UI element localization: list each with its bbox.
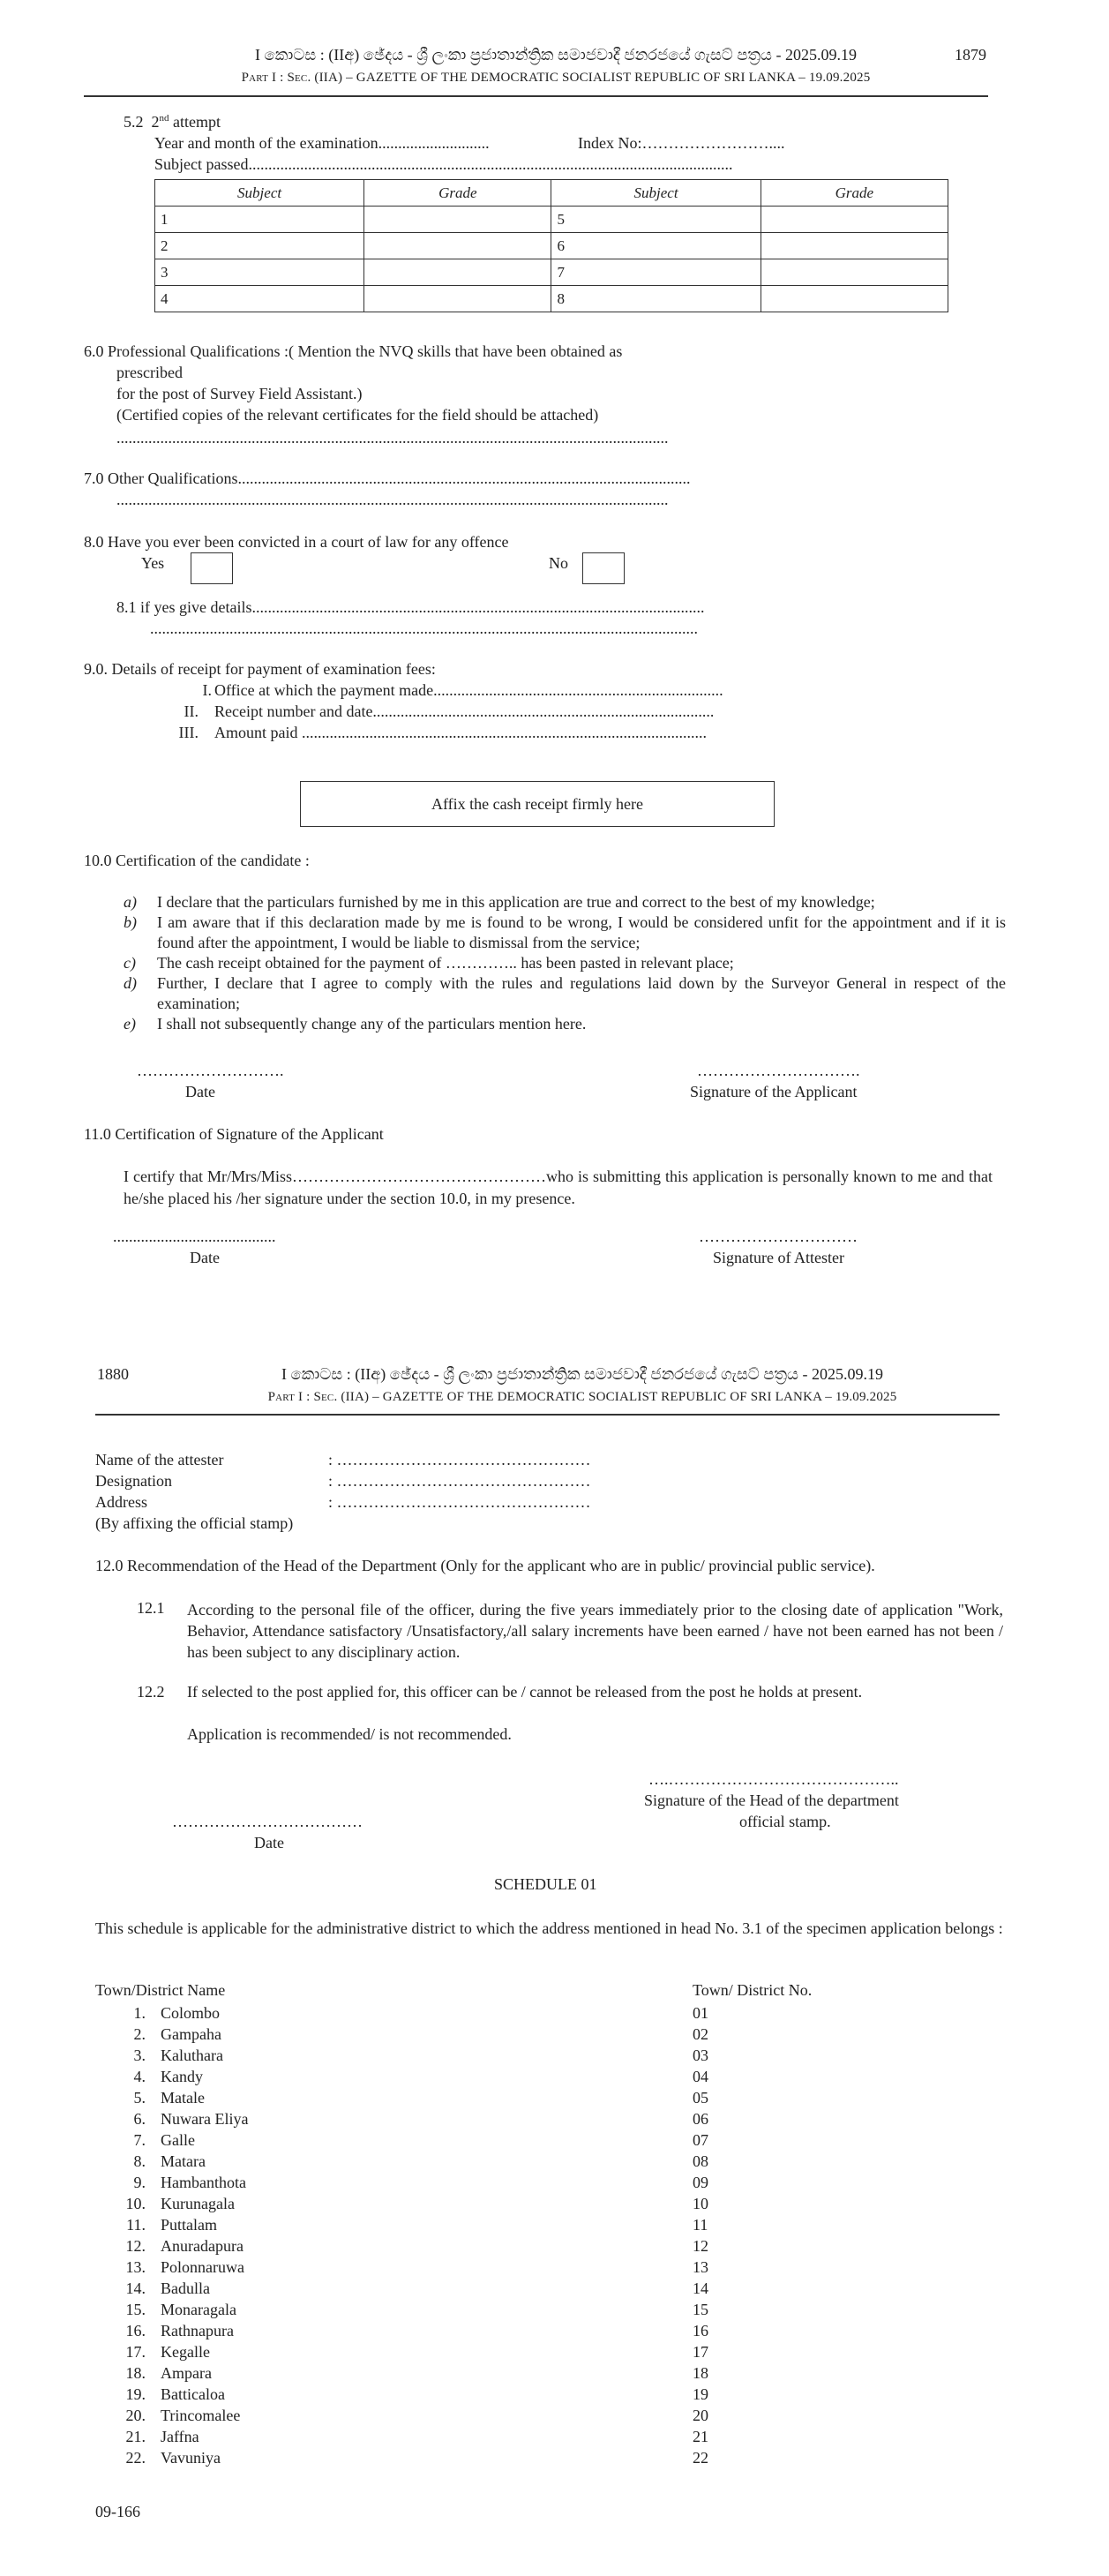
district-index: 13. bbox=[125, 2258, 146, 2276]
schedule-col-number: Town/ District No. bbox=[693, 1981, 813, 1999]
district-index: 12. bbox=[125, 2237, 146, 2255]
head-date-field[interactable]: ……………………………… bbox=[172, 1813, 363, 1830]
district-name: Nuwara Eliya bbox=[161, 2110, 249, 2128]
list-item: d) Further, I declare that I agree to comply with the rules and regulations laid down by the Surveyor General in respect of the examination; bbox=[124, 974, 1006, 1012]
attester-certification-text: I certify that Mr/Mrs/Miss…………………………………………who is submitting this application is personally known to me and that he/she placed his /her signature under the section 10.0, in my presence. bbox=[124, 1168, 993, 1207]
official-stamp-label: official stamp. bbox=[739, 1813, 831, 1830]
table-row bbox=[97, 2214, 891, 2235]
item-number: II. bbox=[184, 702, 199, 720]
other-qualifications-field-2[interactable]: ........................................................................................................................................... bbox=[116, 491, 669, 508]
table-row bbox=[97, 2278, 891, 2299]
district-name: Badulla bbox=[161, 2279, 210, 2297]
address-label: Address bbox=[95, 1493, 147, 1511]
section-10-0-title: 10.0 Certification of the candidate : bbox=[84, 852, 310, 869]
subject-passed-field[interactable]: Subject passed.......................................................................................................................... bbox=[154, 155, 733, 173]
page-header-sinhala: I කොටස : (IIඅ) ඡේදය - ශ්‍රී ලංකා ප්‍රජාතාන්ත්‍රික සමාජවාදී ජනරජයේ ගැසට් පත්‍රය - 2025.09.19 bbox=[255, 46, 857, 64]
district-index: 22. bbox=[125, 2449, 146, 2467]
district-index: 16. bbox=[125, 2322, 146, 2339]
table-row bbox=[97, 2426, 891, 2447]
attester-date-field[interactable]: ......................................... bbox=[113, 1228, 276, 1245]
district-name: Vavuniya bbox=[161, 2449, 221, 2467]
district-name: Trincomalee bbox=[161, 2407, 241, 2424]
table-header: Subject bbox=[551, 180, 761, 207]
district-code: 20 bbox=[693, 2407, 708, 2424]
no-label: No bbox=[549, 554, 568, 572]
district-code: 04 bbox=[693, 2068, 708, 2085]
district-name: Polonnaruwa bbox=[161, 2258, 244, 2276]
district-index: 5. bbox=[133, 2089, 146, 2107]
district-name: Ampara bbox=[161, 2364, 212, 2382]
table-row bbox=[97, 2002, 891, 2024]
district-code: 18 bbox=[693, 2364, 708, 2382]
district-index: 3. bbox=[133, 2047, 146, 2064]
district-code: 10 bbox=[693, 2195, 708, 2212]
index-no-field[interactable]: Index No:…………………….... bbox=[578, 134, 785, 152]
date-label: Date bbox=[254, 1834, 284, 1851]
district-index: 2. bbox=[133, 2025, 146, 2043]
attester-signature-label: Signature of Attester bbox=[713, 1249, 844, 1266]
recommendation-text: Application is recommended/ is not recommended. bbox=[187, 1725, 512, 1743]
amount-paid-field[interactable]: Amount paid ...................................................................................................... bbox=[214, 724, 707, 741]
district-index: 9. bbox=[133, 2174, 146, 2191]
district-index: 11. bbox=[126, 2216, 146, 2234]
district-index: 6. bbox=[133, 2110, 146, 2128]
receipt-box-label: Affix the cash receipt firmly here bbox=[431, 795, 644, 813]
attester-name-label: Name of the attester bbox=[95, 1451, 224, 1468]
list-item: a) I declare that the particulars furnished by me in this application are true and correct to the best of my knowledge; bbox=[124, 893, 875, 911]
declaration-list bbox=[124, 892, 1006, 1034]
district-name: Kegalle bbox=[161, 2343, 210, 2361]
district-code: 14 bbox=[693, 2279, 708, 2297]
district-name: Rathnapura bbox=[161, 2322, 234, 2339]
table-row bbox=[97, 2299, 891, 2320]
section-6-0-line4: (Certified copies of the relevant certificates for the field should be attached) bbox=[116, 406, 599, 424]
table-header: Subject bbox=[155, 180, 364, 207]
no-checkbox[interactable] bbox=[582, 552, 625, 584]
receipt-number-field[interactable]: Receipt number and date...................................................................................... bbox=[214, 702, 715, 720]
district-name: Jaffna bbox=[161, 2428, 199, 2445]
footer-code: 09-166 bbox=[95, 2503, 140, 2520]
table-row bbox=[97, 2087, 891, 2108]
professional-qualifications-field[interactable]: ........................................................................................................................................... bbox=[116, 429, 669, 447]
exam-year-field[interactable]: Year and month of the examination............................ bbox=[154, 134, 490, 152]
section-12-1-num: 12.1 bbox=[137, 1599, 165, 1617]
section-11-0-title: 11.0 Certification of Signature of the Applicant bbox=[84, 1125, 384, 1143]
table-row bbox=[97, 2362, 891, 2384]
page-header-english: Part I : Sec. (IIA) – GAZETTE OF THE DEMOCRATIC SOCIALIST REPUBLIC OF SRI LANKA – 19.09.2025 bbox=[241, 71, 871, 85]
district-name: Puttalam bbox=[161, 2216, 217, 2234]
other-qualifications-field[interactable]: 7.0 Other Qualifications.................................................................................................................. bbox=[84, 469, 691, 487]
section-5-2-title: 5.2 2nd attempt bbox=[124, 113, 221, 131]
district-name: Kurunagala bbox=[161, 2195, 235, 2212]
table-row: 3 7 bbox=[155, 259, 948, 286]
district-name: Monaragala bbox=[161, 2301, 236, 2318]
district-name: Gampaha bbox=[161, 2025, 221, 2043]
page-number: 1879 bbox=[955, 46, 986, 64]
designation-field[interactable]: : ………………………………………… bbox=[328, 1472, 591, 1490]
district-index: 8. bbox=[133, 2152, 146, 2170]
district-code: 13 bbox=[693, 2258, 708, 2276]
header-rule bbox=[84, 95, 988, 97]
date-label: Date bbox=[190, 1249, 220, 1266]
table-row: 1 5 bbox=[155, 207, 948, 233]
table-row bbox=[97, 2151, 891, 2172]
header-rule-2 bbox=[95, 1414, 1000, 1416]
district-index: 10. bbox=[125, 2195, 146, 2212]
section-8-0-title: 8.0 Have you ever been convicted in a court of law for any offence bbox=[84, 533, 509, 551]
table-row bbox=[97, 2108, 891, 2129]
district-code: 06 bbox=[693, 2110, 708, 2128]
district-code: 12 bbox=[693, 2237, 708, 2255]
head-signature-field[interactable]: ….…………………………………….. bbox=[648, 1770, 899, 1788]
section-12-2-num: 12.2 bbox=[137, 1683, 165, 1701]
district-code: 02 bbox=[693, 2025, 708, 2043]
table-row: 2 6 bbox=[155, 233, 948, 259]
district-index: 17. bbox=[125, 2343, 146, 2361]
item-number: III. bbox=[178, 724, 199, 741]
district-index: 1. bbox=[133, 2004, 146, 2022]
schedule-intro: This schedule is applicable for the administrative district to which the address mentioned in head No. 3.1 of the specimen application belongs : bbox=[95, 1919, 1003, 1937]
section-6-0-line2: prescribed bbox=[116, 364, 183, 381]
section-12-0-title: 12.0 Recommendation of the Head of the Department (Only for the applicant who are in public/ provincial public service). bbox=[95, 1557, 875, 1574]
list-item: b) I am aware that if this declaration made by me is found to be wrong, I would be considered unfit for the appointment and if it is found after the appointment, I would be liable to dismissal from the service; bbox=[124, 913, 1006, 951]
table-row bbox=[97, 2447, 891, 2468]
section-6-0-line3: for the post of Survey Field Assistant.) bbox=[116, 385, 363, 402]
table-row bbox=[97, 2129, 891, 2151]
applicant-signature-field[interactable]: …………………………. bbox=[697, 1062, 860, 1079]
district-index: 21. bbox=[125, 2428, 146, 2445]
district-index: 15. bbox=[125, 2301, 146, 2318]
table-row bbox=[97, 2172, 891, 2193]
attester-signature-field[interactable]: ………………………… bbox=[699, 1228, 858, 1245]
list-item: c) The cash receipt obtained for the payment of ………….. has been pasted in relevant place; bbox=[124, 954, 734, 972]
date-label: Date bbox=[185, 1083, 215, 1100]
table-header: Grade bbox=[364, 180, 551, 207]
page-header-english-2: Part I : Sec. (IIA) – GAZETTE OF THE DEMOCRATIC SOCIALIST REPUBLIC OF SRI LANKA – 19.09.2025 bbox=[267, 1390, 897, 1404]
schedule-title: SCHEDULE 01 bbox=[494, 1875, 597, 1893]
district-code: 21 bbox=[693, 2428, 708, 2445]
district-code: 11 bbox=[693, 2216, 708, 2234]
district-code: 22 bbox=[693, 2449, 708, 2467]
district-code: 15 bbox=[693, 2301, 708, 2318]
district-code: 07 bbox=[693, 2131, 708, 2149]
section-12-1-text: According to the personal file of the officer, during the five years immediately prior to the closing date of application "Work, Behavior, Attendance satisfactory /Unsatisfactory,/all salary increments have been earned / have not been earned has not been / has been subject to any disciplinary action. bbox=[187, 1601, 1003, 1661]
district-name: Kandy bbox=[161, 2068, 203, 2085]
table-row bbox=[97, 2405, 891, 2426]
district-code: 16 bbox=[693, 2322, 708, 2339]
district-index: 14. bbox=[125, 2279, 146, 2297]
applicant-signature-label: Signature of the Applicant bbox=[690, 1083, 858, 1100]
item-number: I. bbox=[202, 681, 212, 699]
district-code: 05 bbox=[693, 2089, 708, 2107]
section-9-0-title: 9.0. Details of receipt for payment of examination fees: bbox=[84, 660, 436, 678]
head-signature-label: Signature of the Head of the department bbox=[644, 1791, 899, 1809]
designation-label: Designation bbox=[95, 1472, 172, 1490]
section-6-0-title: 6.0 Professional Qualifications :( Mention the NVQ skills that have been obtained as bbox=[84, 342, 623, 360]
table-row bbox=[97, 2320, 891, 2341]
district-index: 20. bbox=[125, 2407, 146, 2424]
district-name: Matara bbox=[161, 2152, 206, 2170]
table-row bbox=[97, 2257, 891, 2278]
conviction-details-field[interactable]: 8.1 if yes give details.................................................................................................................. bbox=[116, 598, 705, 616]
page-number-2: 1880 bbox=[97, 1365, 129, 1383]
yes-checkbox[interactable] bbox=[191, 552, 233, 584]
district-list bbox=[97, 2002, 891, 2468]
district-name: Colombo bbox=[161, 2004, 221, 2022]
district-index: 18. bbox=[125, 2364, 146, 2382]
district-code: 19 bbox=[693, 2385, 708, 2403]
attester-name-field[interactable]: : ………………………………………… bbox=[328, 1451, 591, 1468]
table-row bbox=[97, 2193, 891, 2214]
district-name: Matale bbox=[161, 2089, 205, 2107]
table-row bbox=[97, 2024, 891, 2045]
district-code: 08 bbox=[693, 2152, 708, 2170]
stamp-note: (By affixing the official stamp) bbox=[95, 1514, 294, 1532]
table-row bbox=[97, 2066, 891, 2087]
payment-office-field[interactable]: Office at which the payment made......................................................................... bbox=[214, 681, 723, 699]
district-name: Galle bbox=[161, 2131, 195, 2149]
page-header-sinhala-2: I කොටස : (IIඅ) ඡේදය - ශ්‍රී ලංකා ප්‍රජාතාන්ත්‍රික සමාජවාදී ජනරජයේ ගැසට් පත්‍රය - 2025.09.19 bbox=[281, 1365, 883, 1383]
conviction-details-field-2[interactable]: .......................................................................................................................................... bbox=[150, 620, 698, 637]
applicant-date-field[interactable]: ………………………. bbox=[137, 1062, 284, 1079]
district-code: 03 bbox=[693, 2047, 708, 2064]
table-row bbox=[97, 2045, 891, 2066]
table-row bbox=[97, 2341, 891, 2362]
district-name: Kaluthara bbox=[161, 2047, 223, 2064]
list-item: e) I shall not subsequently change any of the particulars mention here. bbox=[124, 1015, 587, 1033]
table-row bbox=[97, 2384, 891, 2405]
subjects-table bbox=[154, 179, 948, 312]
district-name: Batticaloa bbox=[161, 2385, 225, 2403]
district-code: 01 bbox=[693, 2004, 708, 2022]
table-header: Grade bbox=[761, 180, 948, 207]
address-field[interactable]: : ………………………………………… bbox=[328, 1493, 591, 1511]
receipt-box[interactable] bbox=[300, 781, 775, 827]
district-code: 17 bbox=[693, 2343, 708, 2361]
district-index: 4. bbox=[133, 2068, 146, 2085]
schedule-col-name: Town/District Name bbox=[95, 1981, 226, 1999]
yes-label: Yes bbox=[141, 554, 165, 572]
district-code: 09 bbox=[693, 2174, 708, 2191]
district-name: Hambanthota bbox=[161, 2174, 246, 2191]
table-row bbox=[97, 2235, 891, 2257]
table-row: 4 8 bbox=[155, 286, 948, 312]
district-index: 7. bbox=[133, 2131, 146, 2149]
district-name: Anuradapura bbox=[161, 2237, 244, 2255]
district-index: 19. bbox=[125, 2385, 146, 2403]
section-12-2-text: If selected to the post applied for, this officer can be / cannot be released from the post he holds at present. bbox=[187, 1683, 863, 1701]
